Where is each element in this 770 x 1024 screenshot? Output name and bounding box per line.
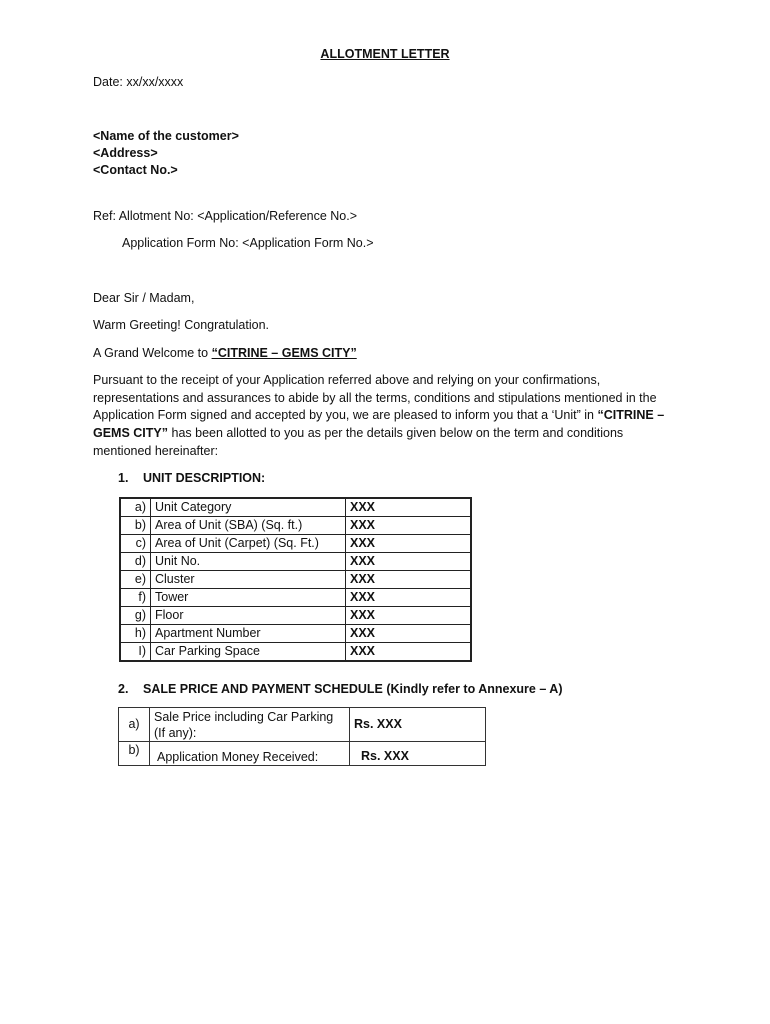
row-label-line2: (If any): <box>154 725 197 740</box>
row-value: XXX <box>346 535 472 553</box>
row-value: XXX <box>346 517 472 535</box>
section1-heading: UNIT DESCRIPTION: <box>143 471 266 485</box>
row-key: g) <box>120 607 151 625</box>
table-row <box>120 553 471 571</box>
row-value: XXX <box>346 625 472 643</box>
row-key: f) <box>120 589 151 607</box>
ref-application-form-no: Application Form No: <Application Form No.> <box>122 236 374 250</box>
sale-price-table <box>118 707 486 766</box>
letter-title: ALLOTMENT LETTER <box>320 47 450 61</box>
table-row <box>119 708 486 742</box>
row-value: Rs. XXX <box>350 742 486 766</box>
body-text-part2: has been allotted to you as per the details given below on the term and conditions mentioned hereinafter: <box>93 426 624 458</box>
row-key: h) <box>120 625 151 643</box>
table-row <box>120 498 471 517</box>
row-label: Unit No. <box>151 553 346 571</box>
body-paragraph <box>93 372 673 461</box>
table-row <box>120 625 471 643</box>
row-key: e) <box>120 571 151 589</box>
table-row <box>120 517 471 535</box>
section1-number: 1. <box>118 471 129 485</box>
table-row <box>120 571 471 589</box>
row-label: Area of Unit (SBA) (Sq. ft.) <box>151 517 346 535</box>
body-project-name: “CITRINE – GEMS CITY” <box>93 408 665 441</box>
row-key: b) <box>119 742 150 766</box>
row-key: a) <box>120 498 151 517</box>
greeting: Warm Greeting! Congratulation. <box>93 318 270 332</box>
customer-contact: <Contact No.> <box>93 163 178 177</box>
table-row <box>120 607 471 625</box>
welcome-project-name: “CITRINE – GEMS CITY” <box>211 346 357 360</box>
row-label: Car Parking Space <box>151 643 346 662</box>
row-label-line1: Sale Price including Car Parking <box>154 709 334 724</box>
row-label: Unit Category <box>151 498 346 517</box>
row-key: b) <box>120 517 151 535</box>
ref-allotment-no: Ref: Allotment No: <Application/Reference No.> <box>93 209 358 223</box>
row-value: XXX <box>346 607 472 625</box>
unit-description-table <box>119 497 472 662</box>
row-key: c) <box>120 535 151 553</box>
body-text-part1: Pursuant to the receipt of your Application referred above and relying on your confirmations, representations and assurances to abide by all the terms, conditions and stipulations mentioned in the Application Form signed and accepted by you, we are pleased to inform you that a ‘Unit” in <box>93 373 657 423</box>
table-row <box>120 589 471 607</box>
row-key: a) <box>119 708 150 742</box>
row-label: Tower <box>151 589 346 607</box>
row-value: XXX <box>346 643 472 662</box>
row-value: XXX <box>346 553 472 571</box>
row-label: Application Money Received: <box>150 742 350 766</box>
row-key: d) <box>120 553 151 571</box>
row-label: Cluster <box>151 571 346 589</box>
row-label: Apartment Number <box>151 625 346 643</box>
table-row <box>120 535 471 553</box>
row-key: I) <box>120 643 151 662</box>
row-value: XXX <box>346 498 472 517</box>
customer-address: <Address> <box>93 146 158 160</box>
row-value: XXX <box>346 571 472 589</box>
row-value: XXX <box>346 589 472 607</box>
customer-name: <Name of the customer> <box>93 129 239 143</box>
row-label: Area of Unit (Carpet) (Sq. Ft.) <box>151 535 346 553</box>
welcome-line <box>93 344 357 362</box>
table-row <box>119 742 486 766</box>
welcome-prefix: A Grand Welcome to <box>93 346 212 360</box>
table-row <box>120 643 471 662</box>
section2-heading: SALE PRICE AND PAYMENT SCHEDULE (Kindly refer to Annexure – A) <box>143 682 563 696</box>
section2-number: 2. <box>118 682 129 696</box>
row-label: Floor <box>151 607 346 625</box>
letter-date: Date: xx/xx/xxxx <box>93 75 184 89</box>
row-value: Rs. XXX <box>350 708 486 742</box>
salutation: Dear Sir / Madam, <box>93 291 195 305</box>
row-label <box>150 708 350 742</box>
